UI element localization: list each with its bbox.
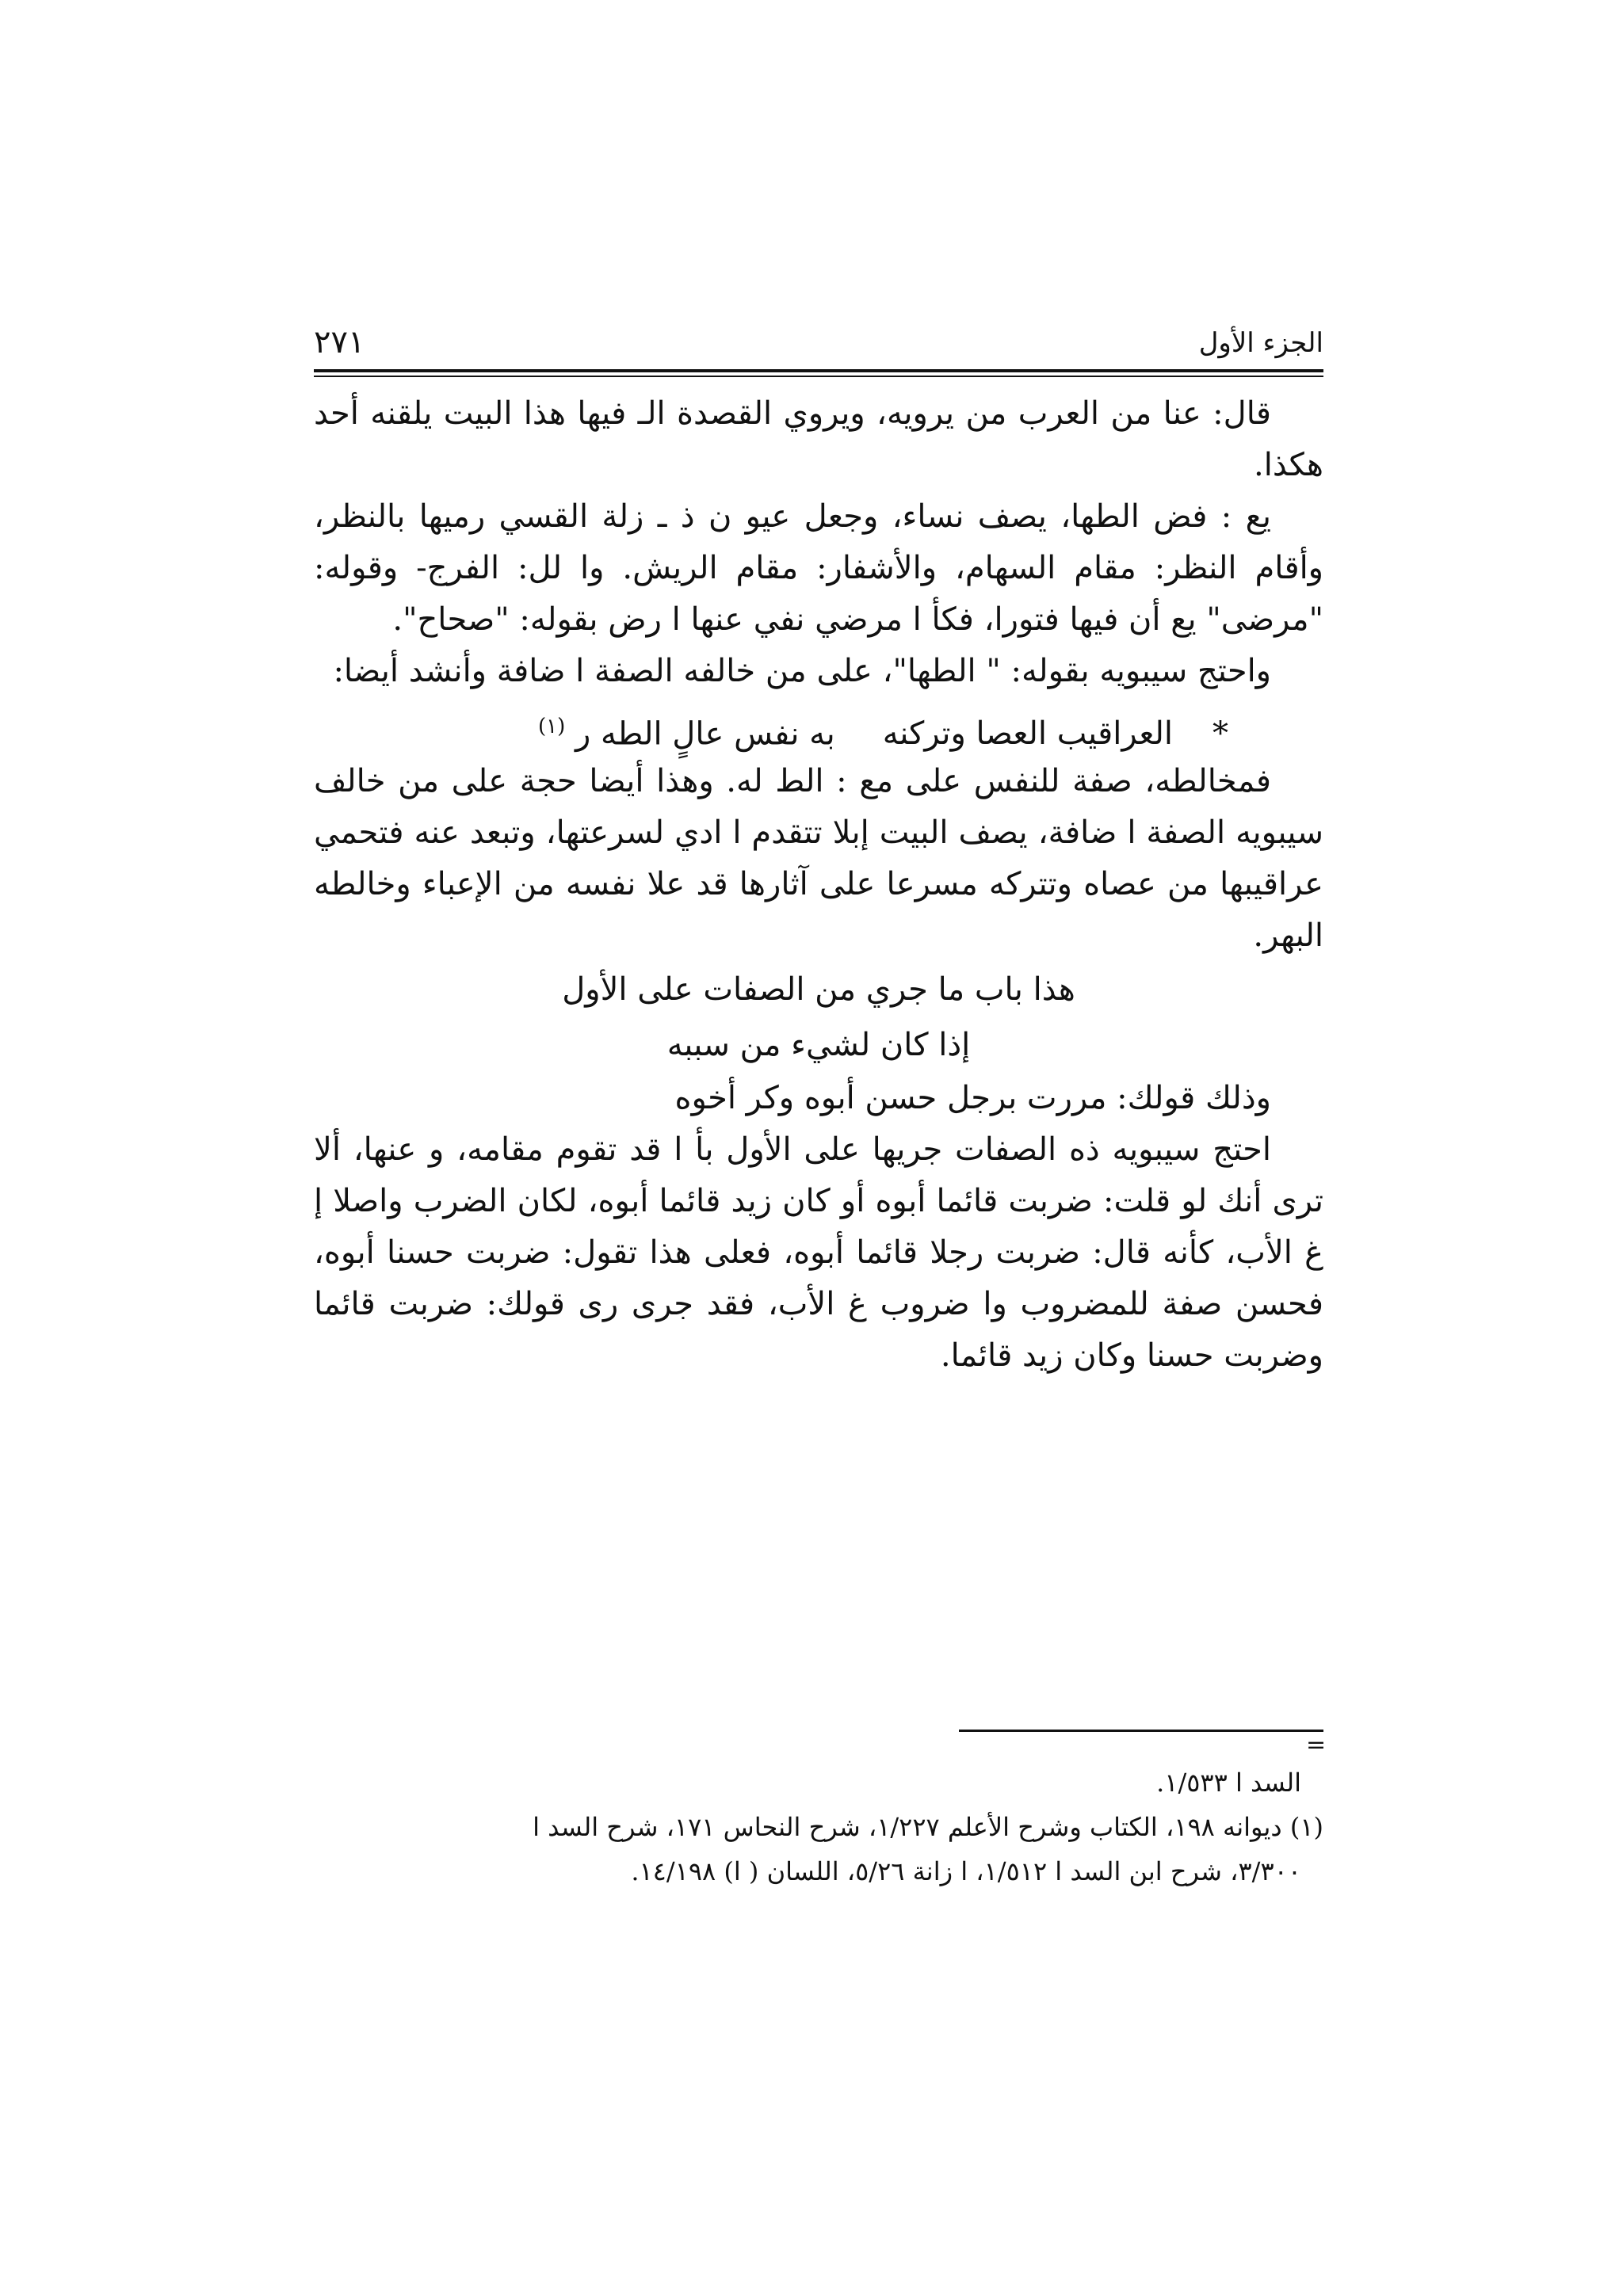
- running-header: [314, 321, 1323, 368]
- header-double-rule: [314, 369, 1323, 377]
- paragraph-4: فمخالطه، صفة للنفس على مع : الط له. وهذا أيضا حجة على من خالف سيبويه الصفة ا ضافة، يصف البيت إبلا تتقدم ا ادي لسرعتها، وتبعد عنه فتحمي عراقيبها من عصاه وتتركه مسرعا على آثارها قد علا نفسه من الإعباء وخالطه البهر.: [314, 763, 1323, 954]
- footnote-1-line-2: ٣/٣٠٠، شرح ابن السد ا ١/٥١٢، ا زانة ٥/٢٦، اللسان ( ا) ١٤/١٩٨.: [631, 1856, 1301, 1886]
- example-line: وذلك قولك: مررت برجل حسن أبوه وكر أخوه: [674, 1080, 1271, 1116]
- footnote-separator: [959, 1730, 1323, 1732]
- paragraph-2: يع : فض الطها، يصف نساء، وجعل عيو ن ذ ـ زلة القسي رميها بالنظر، وأقام النظر: مقام السهام، والأشفار: مقام الريش. وا لل: الفرج- وقوله: "مرضى" يع أن فيها فتورا، فكأ ا مرضي نفي عنها ا رض بقوله: "صحاح".: [314, 498, 1323, 638]
- paragraph-5: احتج سيبويه ذه الصفات جريها على الأول بأ ا قد تقوم مقامه، و عنها، ألا ترى أنك لو قلت: ضربت قائما أبوه أو كان زيد قائما أبوه، لكان الضرب واصلا إ غ الأب، كأنه قال: ضربت رجلا قائما أبوه، فعلى هذا تقول: ضربت حسنا أبوه، فحسن صفة للمضروب وا ضروب غ الأب، فقد جرى رى قولك: ضربت قائما وضربت حسنا وكان زيد قائما.: [314, 1131, 1323, 1374]
- page-number: ٢٧١: [314, 324, 365, 360]
- verse-line: [314, 697, 1323, 756]
- footnote-continuation-marker: =: [1306, 1731, 1327, 1759]
- chapter-heading-line-1: هذا باب ما جري من الصفات على الأول: [562, 971, 1075, 1008]
- footnote-continuation: السد ا ١/٥٣٣.: [1156, 1768, 1301, 1798]
- paragraph-1: قال: عنا من العرب من يرويه، ويروي القصدة الـ فيها هذا البيت يلقنه أحد هكذا.: [314, 395, 1323, 483]
- verse-hemistich-2: به نفس عالٍ الطه ر: [575, 715, 835, 753]
- main-text: [314, 388, 1323, 1382]
- footnote-marker: (١): [537, 715, 566, 738]
- verse-hemistich-1: العراقيب العصا وتركنه: [882, 715, 1173, 753]
- header-title: الجزء الأول: [1198, 327, 1323, 359]
- footnotes: [314, 1760, 1323, 1894]
- paragraph-3: واحتج سيبويه بقوله: " الطها"، على من خالفه الصفة ا ضافة وأنشد أيضا:: [333, 653, 1271, 689]
- chapter-heading-line-2: إذا كان لشيء من سببه: [666, 1027, 971, 1063]
- verse-star: *: [1212, 715, 1228, 753]
- footnote-1: (١) ديوانه ١٩٨، الكتاب وشرح الأعلم ١/٢٢٧، شرح النحاس ١٧١، شرح السد ا: [533, 1812, 1323, 1842]
